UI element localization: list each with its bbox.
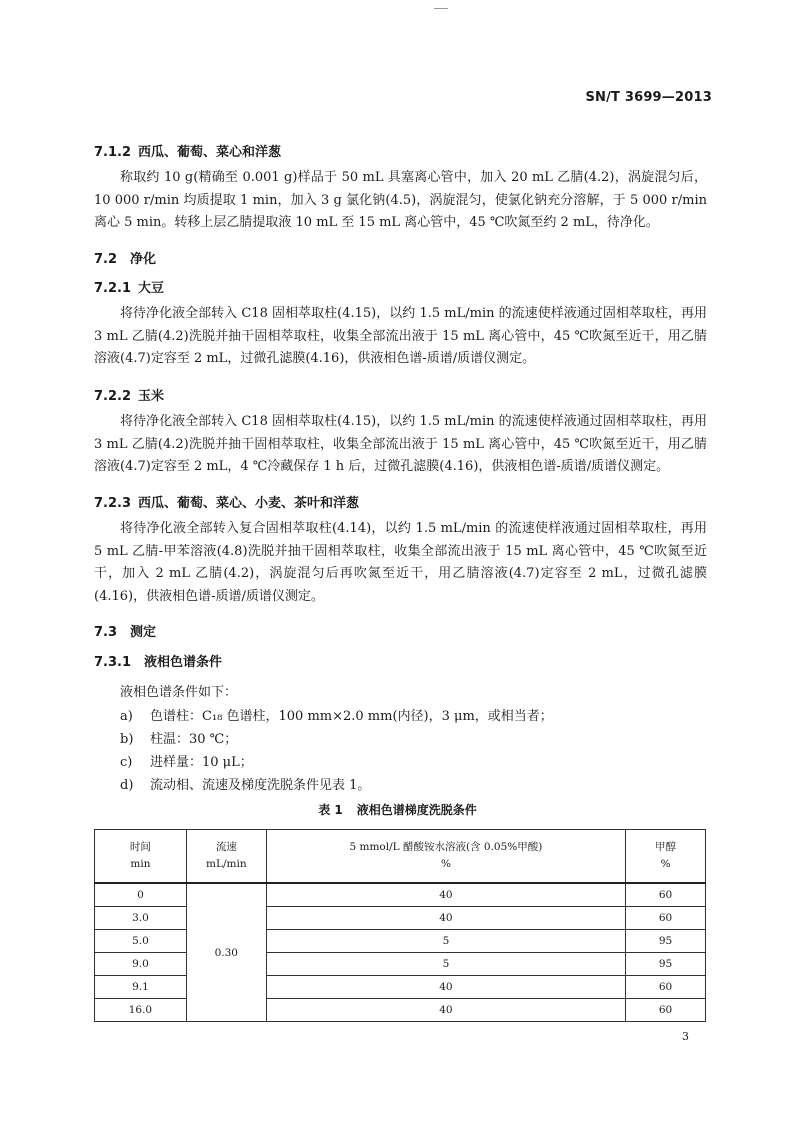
table-row [95, 999, 706, 1022]
item-label: c) [120, 755, 133, 770]
item-text: 柱温：30 ℃； [150, 732, 238, 747]
section-number: 7.2.3 [94, 496, 132, 511]
table-header-row [95, 830, 706, 884]
section-7-3-heading [94, 621, 156, 640]
table-caption [0, 801, 795, 818]
section-7-2-3-paragraph: 将待净化液全部转入复合固相萃取柱(4.14)，以约 1.5 mL/min 的流速使样液通过固相萃取柱，再用 5 mL 乙腈-甲苯溶液(4.8)洗脱并抽干固相萃取柱，收集全部流出液于 15 mL 离心管中，45 ℃吹氮至近干，加入 2 mL 乙腈(4.2)，涡旋混匀后再吹氮至近干，用乙腈溶液(4.7)定容至 2 mL，过微孔滤膜(4.16)，供液相色谱-质谱/质谱仪测定。 [94, 521, 707, 604]
item-text: 色谱柱：C₁₈ 色谱柱，100 mm×2.0 mm(内径)，3 μm，或相当者； [150, 709, 553, 724]
cell-methanol: 60 [626, 883, 706, 907]
section-7-2-2-paragraph: 将待净化液全部转入 C18 固相萃取柱(4.15)，以约 1.5 mL/min 的流速使样液通过固相萃取柱，再用 3 mL 乙腈(4.2)洗脱并抽干固相萃取柱，收集全部流出液于 15 mL 离心管中，45 ℃吹氮至近干，用乙腈溶液(4.7)定容至 2 mL，4 ℃冷藏保存 1 h 后，过微孔滤膜(4.16)，供液相色谱-质谱/质谱仪测定。 [94, 414, 707, 474]
section-number: 7.2.1 [94, 281, 132, 296]
section-number: 7.3 [94, 625, 118, 640]
section-7-2-heading [94, 248, 156, 267]
table-row [95, 976, 706, 999]
section-number: 7.2 [94, 252, 118, 267]
cell-time: 0 [95, 883, 187, 907]
table-row [95, 953, 706, 976]
cell-aqueous: 40 [266, 883, 625, 907]
cell-time: 5.0 [95, 930, 187, 953]
section-number: 7.3.1 [94, 655, 132, 670]
cell-time: 16.0 [95, 999, 187, 1022]
cell-time: 9.0 [95, 953, 187, 976]
item-text: 进样量：10 μL； [150, 755, 253, 770]
section-7-2-2-heading [94, 385, 164, 404]
standard-code: SN/T 3699—2013 [585, 90, 712, 105]
section-number: 7.1.2 [94, 145, 132, 160]
top-divider-mark [434, 8, 448, 9]
section-number: 7.2.2 [94, 389, 132, 404]
lc-condition-item [120, 751, 253, 770]
item-label: d) [120, 778, 134, 793]
table-number: 表 1 [318, 803, 343, 817]
cell-aqueous: 40 [266, 907, 625, 930]
cell-methanol: 95 [626, 930, 706, 953]
page-number: 3 [682, 1030, 689, 1043]
lc-condition-item [120, 774, 370, 793]
section-title: 液相色谱条件 [144, 655, 223, 670]
section-title: 大豆 [138, 281, 165, 296]
section-title: 玉米 [138, 389, 165, 404]
cell-time: 3.0 [95, 907, 187, 930]
section-7-2-1-paragraph: 将待净化液全部转入 C18 固相萃取柱(4.15)，以约 1.5 mL/min 的流速使样液通过固相萃取柱，再用 3 mL 乙腈(4.2)洗脱并抽干固相萃取柱，收集全部流出液于 15 mL 离心管中，45 ℃吹氮至近干，用乙腈溶液(4.7)定容至 2 mL，过微孔滤膜(4.16)，供液相色谱-质谱/质谱仪测定。 [94, 306, 707, 366]
lc-condition-item [120, 728, 237, 747]
section-7-2-3-heading [94, 492, 359, 511]
item-label: b) [120, 732, 134, 747]
lc-conditions-intro: 液相色谱条件如下： [120, 685, 238, 700]
column-header-methanol: 甲醇 % [626, 830, 706, 884]
cell-methanol: 60 [626, 907, 706, 930]
cell-methanol: 60 [626, 999, 706, 1022]
column-header-aqueous: 5 mmol/L 醋酸铵水溶液(含 0.05%甲酸) % [266, 830, 625, 884]
section-title: 西瓜、葡萄、菜心、小麦、茶叶和洋葱 [138, 496, 360, 511]
cell-aqueous: 40 [266, 999, 625, 1022]
table-title: 液相色谱梯度洗脱条件 [356, 803, 477, 817]
cell-time: 9.1 [95, 976, 187, 999]
cell-methanol: 60 [626, 976, 706, 999]
section-7-1-2-paragraph: 称取约 10 g(精确至 0.001 g)样品于 50 mL 具塞离心管中，加入 20 mL 乙腈(4.2)，涡旋混匀后，10 000 r/min 均质提取 1 min，加入 3 g 氯化钠(4.5)，涡旋混匀，使氯化钠充分溶解，于 5 000 r/min 离心 5 min。转移上层乙腈提取液 10 mL 至 15 mL 离心管中，45 ℃吹氮至约 2 mL，待净化。 [94, 170, 707, 230]
section-7-2-1-heading [94, 277, 164, 296]
section-title: 净化 [130, 252, 157, 267]
cell-flow-rate: 0.30 [186, 883, 266, 1022]
table-row [95, 883, 706, 907]
column-header-time: 时间 min [95, 830, 187, 884]
item-text: 流动相、流速及梯度洗脱条件见表 1。 [150, 778, 371, 793]
gradient-elution-table [94, 829, 706, 1022]
table-row [95, 930, 706, 953]
section-7-3-1-heading [94, 651, 222, 670]
section-title: 测定 [130, 625, 157, 640]
cell-methanol: 95 [626, 953, 706, 976]
cell-aqueous: 40 [266, 976, 625, 999]
item-label: a) [120, 709, 133, 724]
table-row [95, 907, 706, 930]
cell-aqueous: 5 [266, 953, 625, 976]
lc-condition-item [120, 705, 553, 724]
column-header-flow-rate: 流速 mL/min [186, 830, 266, 884]
section-7-1-2-heading [94, 141, 281, 160]
cell-aqueous: 5 [266, 930, 625, 953]
section-title: 西瓜、葡萄、菜心和洋葱 [138, 145, 282, 160]
